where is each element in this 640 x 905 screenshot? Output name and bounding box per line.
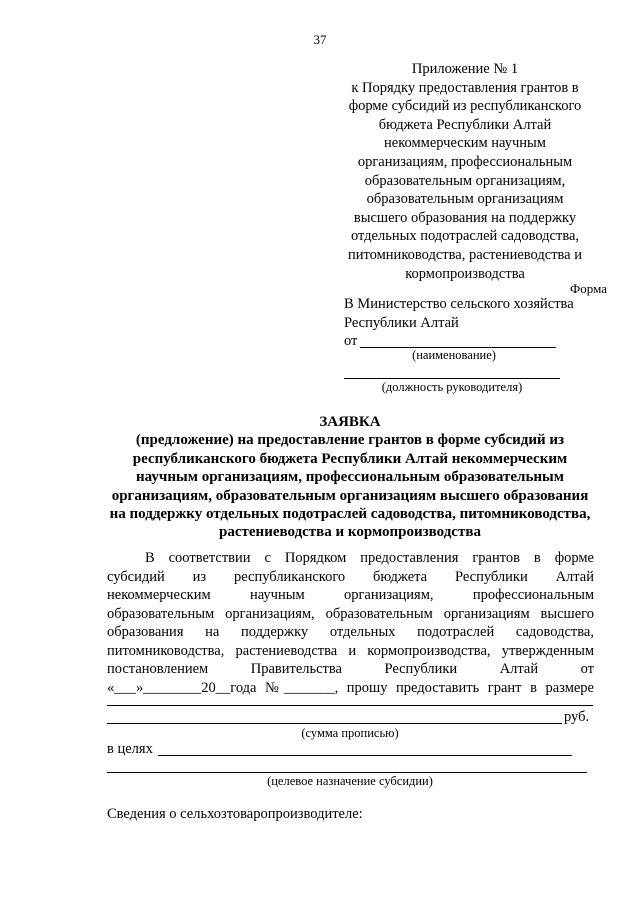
body-line: питомниководства, растениеводства и кормопроизводства, утвержденным bbox=[107, 643, 594, 659]
position-line bbox=[344, 378, 560, 379]
appendix-line: высшего образования на поддержку bbox=[353, 209, 577, 226]
addressee-line-1: В Министерство сельского хозяйства bbox=[344, 296, 574, 312]
appendix-line: кормопроизводства bbox=[405, 265, 525, 282]
title-line: растениеводства и кормопроизводства bbox=[219, 524, 481, 541]
purpose-caption: (целевое назначение субсидии) bbox=[267, 774, 433, 788]
addressee-line-2: Республики Алтай bbox=[344, 315, 459, 331]
title-line: организациям, образовательным организациям высшего образования bbox=[111, 487, 589, 504]
body-line: образования на поддержку отдельных подотраслей садоводства, bbox=[107, 624, 594, 640]
title-line: (предложение) на предоставление грантов в форме субсидий из bbox=[135, 432, 565, 449]
appendix-title: Приложение № 1 bbox=[411, 61, 519, 77]
appendix-line: отдельных подотраслей садоводства, bbox=[350, 228, 580, 245]
document-title bbox=[95, 413, 605, 542]
page-number: 37 bbox=[313, 32, 327, 47]
currency-label: руб. bbox=[564, 709, 590, 725]
sum-caption: (сумма прописью) bbox=[301, 726, 399, 740]
purpose-label: в целях bbox=[107, 741, 153, 757]
from-label: от bbox=[344, 333, 358, 349]
body-line: В соответствии с Порядком предоставления грантов в форме bbox=[145, 550, 594, 566]
purpose-line-2 bbox=[107, 772, 587, 773]
body-line: образовательным организациям, образовательным организациям высшего bbox=[107, 606, 594, 622]
appendix-line: некоммерческим научным bbox=[384, 135, 546, 152]
title-heading: ЗАЯВКА bbox=[319, 414, 381, 430]
position-caption: (должность руководителя) bbox=[381, 380, 523, 394]
body-line: некоммерческим научным организациям, профессиональным bbox=[107, 587, 594, 603]
appendix-line: к Порядку предоставления грантов в bbox=[351, 79, 579, 96]
purpose-line-1 bbox=[158, 755, 572, 756]
appendix-line: образовательным организациям, bbox=[364, 172, 566, 189]
title-line: республиканского бюджета Республики Алтай некоммерческим bbox=[132, 450, 568, 467]
body-line: субсидий из республиканского бюджета Республики Алтай bbox=[107, 569, 594, 585]
appendix-line: бюджета Республики Алтай bbox=[378, 116, 552, 133]
appendix-line: форме субсидий из республиканского bbox=[348, 98, 582, 115]
sum-line-2 bbox=[107, 723, 562, 724]
title-line: научным организациям, профессиональным образовательным bbox=[136, 469, 564, 486]
name-caption: (наименование) bbox=[412, 348, 496, 362]
appendix-block bbox=[330, 60, 600, 283]
appendix-line: организациям, профессиональным bbox=[357, 153, 573, 170]
appendix-line: образовательным организациям bbox=[366, 191, 564, 208]
sum-line-1 bbox=[107, 705, 593, 706]
body-line: «___»________20__года №_______, прошу предоставить грант в размере bbox=[107, 680, 594, 696]
body-line: постановлением Правительства Республики Алтай от bbox=[107, 661, 594, 677]
form-label: Форма bbox=[570, 281, 607, 296]
title-line: на поддержку отдельных подотраслей садоводства, питомниководства, bbox=[109, 506, 591, 523]
appendix-line: питомниководства, растениеводства и bbox=[347, 246, 583, 263]
producer-info-heading: Сведения о сельхозтоваропроизводителе: bbox=[107, 806, 363, 822]
